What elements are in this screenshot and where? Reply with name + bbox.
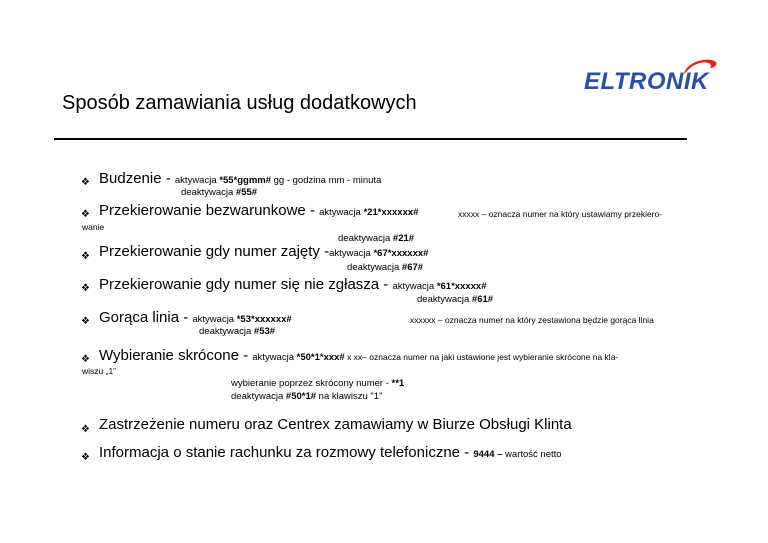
item-deactivation-label: deaktywacja (181, 187, 236, 198)
item-activation-label: aktywacja (252, 352, 297, 363)
diamond-bullet-icon: ❖ (81, 177, 90, 188)
item-shortcut-code: **1 (391, 378, 405, 389)
diamond-bullet-icon: ❖ (81, 424, 90, 435)
diamond-bullet-icon: ❖ (81, 251, 90, 262)
item-deactivation-code: #53# (253, 326, 276, 337)
item-przekierowanie-zajety (99, 243, 428, 261)
item-activation-code: *55*ggmm# (219, 175, 271, 186)
diamond-bullet-icon: ❖ (81, 283, 90, 294)
item-wybieranie-skrocone (99, 347, 618, 365)
item-przekierowanie-bezwarunkowe (99, 202, 418, 220)
item-deactivation-label: deaktywacja (199, 326, 254, 337)
item-activation-label: aktywacja (174, 175, 220, 186)
item-note: xxxxx – oznacza numer na który ustawiamy przekiero- (458, 209, 663, 219)
item-deactivation-note: na klawiszu "1" (316, 391, 383, 402)
logo (584, 58, 724, 98)
item-deactivation-code: #61# (471, 294, 494, 305)
item-przekierowanie-nie-zglasza (99, 276, 487, 294)
item-deactivation-label: deaktywacja (347, 262, 402, 273)
item-note-wrap: wiszu „1” (82, 366, 117, 376)
item-goraca-linia (99, 309, 292, 327)
item-label: Informacja o stanie rachunku za rozmowy telefoniczne - (99, 444, 474, 461)
diamond-bullet-icon: ❖ (81, 452, 90, 463)
item-activation-code: *21*xxxxxx# (363, 207, 419, 218)
item-label: Przekierowanie bezwarunkowe - (99, 202, 320, 219)
item-deactivation (181, 187, 257, 198)
item-deactivation (417, 294, 493, 305)
page-title: Sposób zamawiania usług dodatkowych (62, 92, 417, 114)
item-activation-code: *61*xxxxx# (436, 281, 487, 292)
item-note: x xx– oznacza numer na jaki ustawione jest wybieranie skrócone na kla- (344, 352, 619, 362)
item-label: Wybieranie skrócone - (99, 347, 253, 364)
item-zastrzezenie: Zastrzeżenie numeru oraz Centrex zamawiamy w Biurze Obsługi Klinta (99, 416, 572, 433)
item-activation-note: gg - godzina mm - minuta (271, 175, 382, 186)
item-note-wrap: wanie (82, 222, 105, 232)
item-activation-label: aktywacja (329, 248, 374, 259)
item-note: xxxxxx – oznacza numer na który zestawiona będzie gorąca linia (410, 315, 654, 325)
title-divider (54, 138, 687, 140)
item-deactivation (199, 326, 275, 337)
item-label: Przekierowanie gdy numer zajęty - (99, 243, 330, 260)
item-label: Gorąca linia - (99, 309, 193, 326)
item-deactivation-label: deaktywacja (231, 391, 286, 402)
item-shortcut-label: wybieranie poprzez skrócony numer - (231, 378, 392, 389)
item-deactivation-label: deaktywacja (338, 233, 393, 244)
item-activation-label: aktywacja (319, 207, 364, 218)
item-label: Przekierowanie gdy numer się nie zgłasza - (99, 276, 393, 293)
item-activation-label: aktywacja (392, 281, 437, 292)
item-deactivation-label: deaktywacja (417, 294, 472, 305)
diamond-bullet-icon: ❖ (81, 316, 90, 327)
item-activation-code: *53*xxxxxx# (236, 314, 292, 325)
item-deactivation-code: #67# (401, 262, 424, 273)
item-shortcut-line (231, 378, 404, 389)
item-note: wartość netto (502, 449, 562, 460)
item-budzenie (99, 170, 381, 188)
item-informacja (99, 444, 562, 462)
diamond-bullet-icon: ❖ (81, 209, 90, 220)
item-deactivation (347, 262, 423, 273)
item-activation-code: *50*1*xxx# (296, 352, 345, 363)
item-activation-code: *67*xxxxxx# (373, 248, 429, 259)
diamond-bullet-icon: ❖ (81, 354, 90, 365)
item-deactivation-code: #50*1# (285, 391, 317, 402)
item-code: 9444 – (473, 449, 503, 460)
item-label: Budzenie - (99, 170, 175, 187)
item-activation-label: aktywacja (192, 314, 237, 325)
logo-text: ELTRONIK (584, 68, 709, 95)
item-deactivation-code: #21# (392, 233, 415, 244)
item-deactivation (231, 391, 382, 402)
item-deactivation-code: #55# (235, 187, 258, 198)
